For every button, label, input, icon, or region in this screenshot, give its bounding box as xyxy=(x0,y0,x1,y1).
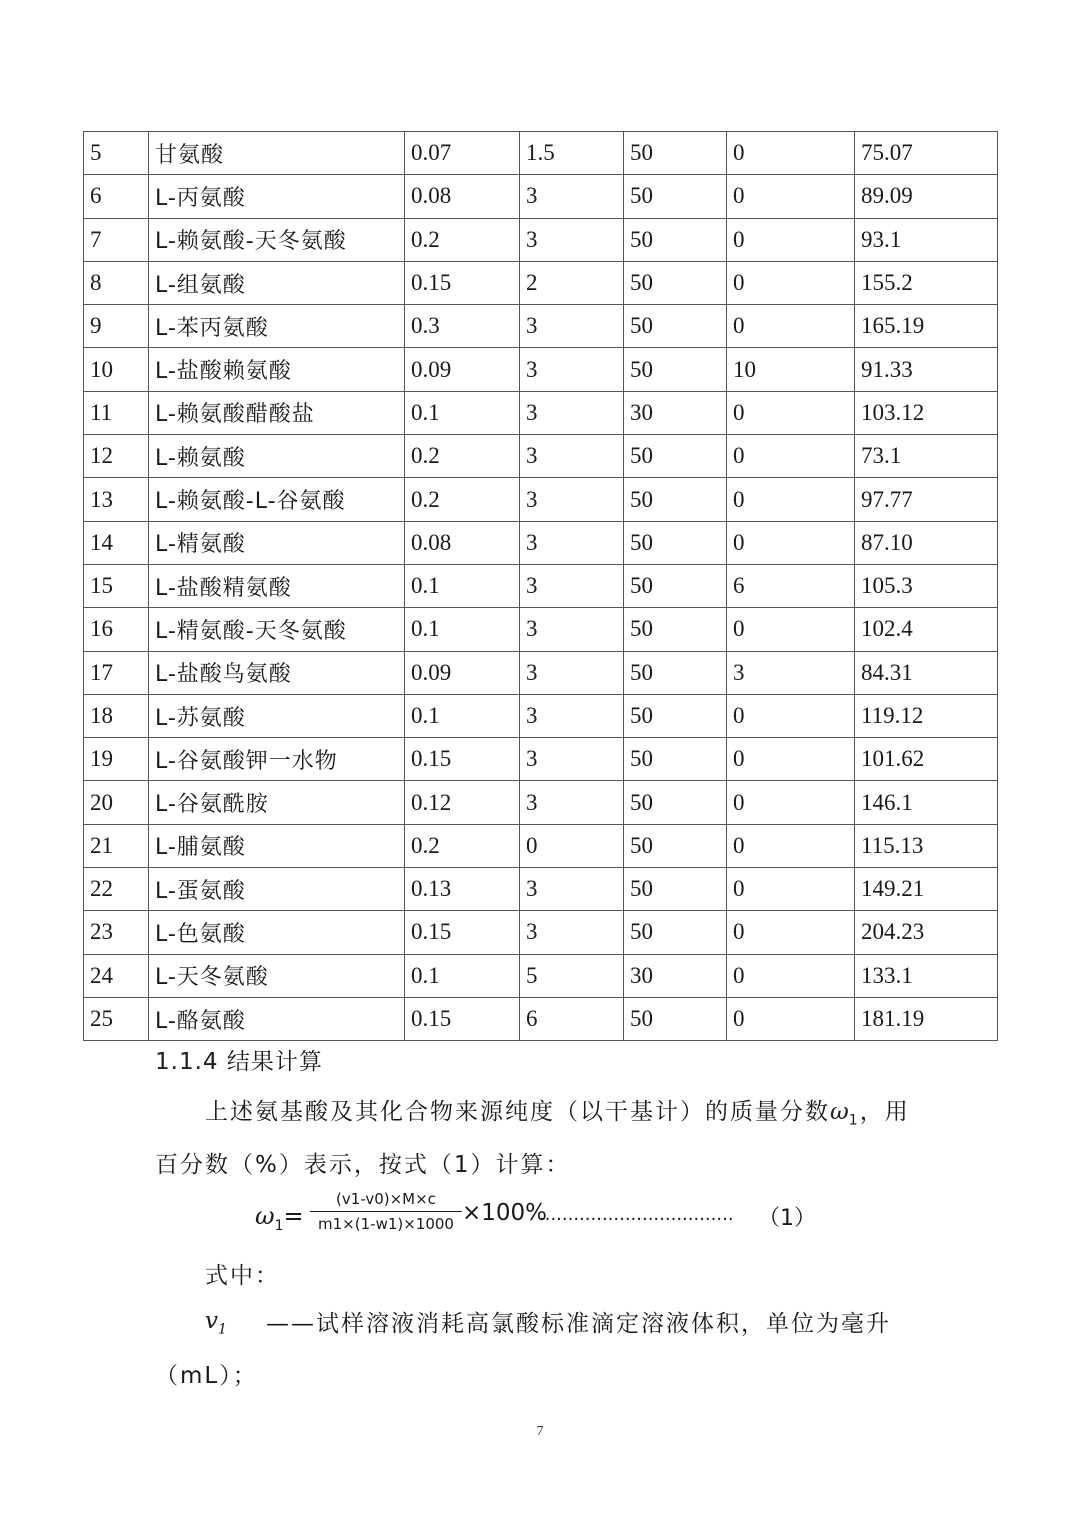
table-row xyxy=(84,868,998,911)
table-cell: 3 xyxy=(520,175,624,218)
table-cell: 50 xyxy=(624,261,727,304)
table-cell: L-蛋氨酸 xyxy=(149,868,405,911)
table-cell: L-赖氨酸 xyxy=(149,435,405,478)
formula-rhs: ×100% xyxy=(462,1200,548,1226)
v1-letter: v xyxy=(205,1308,218,1334)
table-cell: 0.08 xyxy=(405,175,520,218)
table-row xyxy=(84,954,998,997)
table-cell: L-色氨酸 xyxy=(149,911,405,954)
table-row xyxy=(84,824,998,867)
table-cell: 0 xyxy=(520,824,624,867)
table-cell: 146.1 xyxy=(855,781,998,824)
table-cell: L-酪氨酸 xyxy=(149,997,405,1040)
formula-denominator: m1×(1-w1)×1000 xyxy=(318,1215,454,1233)
formula-fraction xyxy=(310,1190,462,1233)
table-cell: 30 xyxy=(624,954,727,997)
table-cell: 75.07 xyxy=(855,132,998,175)
table-row xyxy=(84,261,998,304)
table-body xyxy=(84,132,998,1041)
table-cell: 3 xyxy=(520,348,624,391)
table-cell: 0.12 xyxy=(405,781,520,824)
table-cell: 165.19 xyxy=(855,305,998,348)
table-cell: 3 xyxy=(520,218,624,261)
table-cell: L-苏氨酸 xyxy=(149,694,405,737)
table-cell: L-盐酸鸟氨酸 xyxy=(149,651,405,694)
table-cell: 17 xyxy=(84,651,149,694)
table-cell: 3 xyxy=(520,391,624,434)
table-cell: 3 xyxy=(520,521,624,564)
table-cell: 105.3 xyxy=(855,564,998,607)
table-cell: 7 xyxy=(84,218,149,261)
table-cell: 甘氨酸 xyxy=(149,132,405,175)
table-cell: 50 xyxy=(624,781,727,824)
table-row xyxy=(84,911,998,954)
table-cell: 50 xyxy=(624,997,727,1040)
table-cell: 19 xyxy=(84,738,149,781)
table-cell: 0 xyxy=(727,608,855,651)
table-cell: 0 xyxy=(727,911,855,954)
table-cell: 0.13 xyxy=(405,868,520,911)
table-cell: 50 xyxy=(624,564,727,607)
table-cell: L-天冬氨酸 xyxy=(149,954,405,997)
omega-subscript: 1 xyxy=(848,1112,860,1129)
table-row xyxy=(84,435,998,478)
table-cell: 0 xyxy=(727,521,855,564)
table-cell: 3 xyxy=(727,651,855,694)
table-cell: 84.31 xyxy=(855,651,998,694)
table-cell: 0.2 xyxy=(405,824,520,867)
calculation-paragraph xyxy=(155,1090,945,1187)
formula-leader-dots: .................................. xyxy=(539,1204,734,1225)
table-row xyxy=(84,391,998,434)
where-label: 式中： xyxy=(205,1263,280,1289)
table-row xyxy=(84,218,998,261)
table-cell: 50 xyxy=(624,305,727,348)
table-cell: L-丙氨酸 xyxy=(149,175,405,218)
table-cell: 10 xyxy=(727,348,855,391)
amino-acid-table xyxy=(83,131,998,1041)
table-cell: L-赖氨酸-天冬氨酸 xyxy=(149,218,405,261)
table-cell: 155.2 xyxy=(855,261,998,304)
v1-subscript: 1 xyxy=(218,1321,227,1338)
table-cell: L-精氨酸-天冬氨酸 xyxy=(149,608,405,651)
table-cell: 24 xyxy=(84,954,149,997)
table-cell: 50 xyxy=(624,435,727,478)
table-cell: 97.77 xyxy=(855,478,998,521)
table-cell: 0 xyxy=(727,261,855,304)
formula-numerator: (v1-v0)×M×c xyxy=(310,1190,462,1212)
table-cell: 115.13 xyxy=(855,824,998,867)
table-cell: 0 xyxy=(727,175,855,218)
table-cell: 3 xyxy=(520,738,624,781)
table-cell: 50 xyxy=(624,608,727,651)
table-cell: 73.1 xyxy=(855,435,998,478)
table-cell: L-脯氨酸 xyxy=(149,824,405,867)
table-cell: 0 xyxy=(727,305,855,348)
table-cell: 91.33 xyxy=(855,348,998,391)
v1-unit: （mL）； xyxy=(155,1363,258,1389)
table-cell: 0.2 xyxy=(405,218,520,261)
table-cell: 0.07 xyxy=(405,132,520,175)
table-cell: 204.23 xyxy=(855,911,998,954)
table-row xyxy=(84,564,998,607)
paragraph-line-1 xyxy=(155,1090,945,1143)
table-cell: 3 xyxy=(520,305,624,348)
table-row xyxy=(84,521,998,564)
table-cell: 87.10 xyxy=(855,521,998,564)
table-cell: 0 xyxy=(727,868,855,911)
table-cell: 50 xyxy=(624,651,727,694)
table-cell: 50 xyxy=(624,694,727,737)
table-row xyxy=(84,175,998,218)
table-cell: L-盐酸赖氨酸 xyxy=(149,348,405,391)
table-cell: 50 xyxy=(624,911,727,954)
page-number: 7 xyxy=(536,1424,544,1439)
table-cell: 0.15 xyxy=(405,997,520,1040)
table-row xyxy=(84,997,998,1040)
table-cell: 5 xyxy=(84,132,149,175)
table-cell: 50 xyxy=(624,521,727,564)
table-cell: 3 xyxy=(520,868,624,911)
table-cell: 0.1 xyxy=(405,391,520,434)
table-cell: 12 xyxy=(84,435,149,478)
table-cell: 16 xyxy=(84,608,149,651)
table-row xyxy=(84,132,998,175)
table-cell: 181.19 xyxy=(855,997,998,1040)
table-cell: 3 xyxy=(520,651,624,694)
formula-equals: = xyxy=(283,1202,304,1230)
table-row xyxy=(84,478,998,521)
table-row xyxy=(84,348,998,391)
table-cell: 0.15 xyxy=(405,738,520,781)
table-cell: L-谷氨酸钾一水物 xyxy=(149,738,405,781)
table-cell: 0.1 xyxy=(405,694,520,737)
table-cell: 0.1 xyxy=(405,954,520,997)
table-cell: 30 xyxy=(624,391,727,434)
table-cell: 0.09 xyxy=(405,348,520,391)
table-cell: 3 xyxy=(520,911,624,954)
table-cell: 0 xyxy=(727,478,855,521)
table-cell: 22 xyxy=(84,868,149,911)
table-cell: 93.1 xyxy=(855,218,998,261)
table-cell: 0.1 xyxy=(405,608,520,651)
table-cell: 0 xyxy=(727,218,855,261)
table-cell: 149.21 xyxy=(855,868,998,911)
table-cell: 2 xyxy=(520,261,624,304)
table-cell: 89.09 xyxy=(855,175,998,218)
table-cell: 0 xyxy=(727,738,855,781)
table-cell: 0.2 xyxy=(405,435,520,478)
v1-definition: ——试样溶液消耗高氯酸标准滴定溶液体积，单位为毫升 xyxy=(266,1311,891,1337)
formula-omega-sub: 1 xyxy=(274,1217,284,1234)
table-cell: 1.5 xyxy=(520,132,624,175)
table-cell: 50 xyxy=(624,738,727,781)
table-cell: 0.3 xyxy=(405,305,520,348)
table-cell: 103.12 xyxy=(855,391,998,434)
table-row xyxy=(84,305,998,348)
table-cell: 3 xyxy=(520,781,624,824)
table-cell: 3 xyxy=(520,435,624,478)
table-cell: L-精氨酸 xyxy=(149,521,405,564)
table-cell: 25 xyxy=(84,997,149,1040)
table-cell: 50 xyxy=(624,132,727,175)
table-row xyxy=(84,608,998,651)
table-cell: L-赖氨酸-L-谷氨酸 xyxy=(149,478,405,521)
table-cell: 0.08 xyxy=(405,521,520,564)
table-cell: 6 xyxy=(84,175,149,218)
table-cell: L-赖氨酸醋酸盐 xyxy=(149,391,405,434)
table-cell: 119.12 xyxy=(855,694,998,737)
table-cell: 101.62 xyxy=(855,738,998,781)
formula-lhs xyxy=(255,1202,304,1234)
table-cell: 10 xyxy=(84,348,149,391)
table-cell: 50 xyxy=(624,348,727,391)
table-cell: 6 xyxy=(520,997,624,1040)
table-cell: 0 xyxy=(727,391,855,434)
table-cell: 0 xyxy=(727,132,855,175)
table-cell: 0.15 xyxy=(405,911,520,954)
table-cell: 0 xyxy=(727,997,855,1040)
table-cell: 50 xyxy=(624,868,727,911)
table-cell: 0.2 xyxy=(405,478,520,521)
table-cell: 15 xyxy=(84,564,149,607)
formula-omega: ω xyxy=(255,1202,275,1230)
table-cell: 20 xyxy=(84,781,149,824)
table-cell: 3 xyxy=(520,564,624,607)
table-cell: 18 xyxy=(84,694,149,737)
table-cell: 50 xyxy=(624,824,727,867)
table-cell: 50 xyxy=(624,218,727,261)
table-cell: 5 xyxy=(520,954,624,997)
table-cell: 23 xyxy=(84,911,149,954)
table-cell: 6 xyxy=(727,564,855,607)
table-cell: 9 xyxy=(84,305,149,348)
table-row xyxy=(84,738,998,781)
table-cell: 50 xyxy=(624,175,727,218)
table-cell: L-盐酸精氨酸 xyxy=(149,564,405,607)
table-cell: 0 xyxy=(727,435,855,478)
table-row xyxy=(84,781,998,824)
table-cell: L-组氨酸 xyxy=(149,261,405,304)
omega-symbol: ω xyxy=(830,1099,849,1125)
paragraph-line-1-prefix: 上述氨基酸及其化合物来源纯度（以干基计）的质量分数 xyxy=(205,1099,830,1125)
table-cell: 0.1 xyxy=(405,564,520,607)
table-cell: 3 xyxy=(520,608,624,651)
section-heading: 1.1.4 结果计算 xyxy=(155,1049,323,1075)
table-cell: 8 xyxy=(84,261,149,304)
paragraph-line-2: 百分数（%）表示，按式（1）计算： xyxy=(155,1151,571,1178)
table-cell: 0 xyxy=(727,824,855,867)
table-row xyxy=(84,651,998,694)
table-cell: 3 xyxy=(520,478,624,521)
table-cell: 13 xyxy=(84,478,149,521)
paragraph-line-1-suffix: ，用 xyxy=(859,1099,910,1125)
table-cell: 50 xyxy=(624,478,727,521)
table-cell: 0 xyxy=(727,954,855,997)
table-cell: 14 xyxy=(84,521,149,564)
table-row xyxy=(84,694,998,737)
table-cell: 11 xyxy=(84,391,149,434)
table-cell: 0.15 xyxy=(405,261,520,304)
table-cell: 0 xyxy=(727,781,855,824)
formula-number: （1） xyxy=(758,1206,816,1231)
table-cell: 133.1 xyxy=(855,954,998,997)
table-cell: L-苯丙氨酸 xyxy=(149,305,405,348)
table-cell: 102.4 xyxy=(855,608,998,651)
table-cell: 0.09 xyxy=(405,651,520,694)
v1-symbol xyxy=(205,1308,227,1338)
table-cell: 21 xyxy=(84,824,149,867)
table-cell: 3 xyxy=(520,694,624,737)
table-cell: L-谷氨酰胺 xyxy=(149,781,405,824)
table-cell: 0 xyxy=(727,694,855,737)
